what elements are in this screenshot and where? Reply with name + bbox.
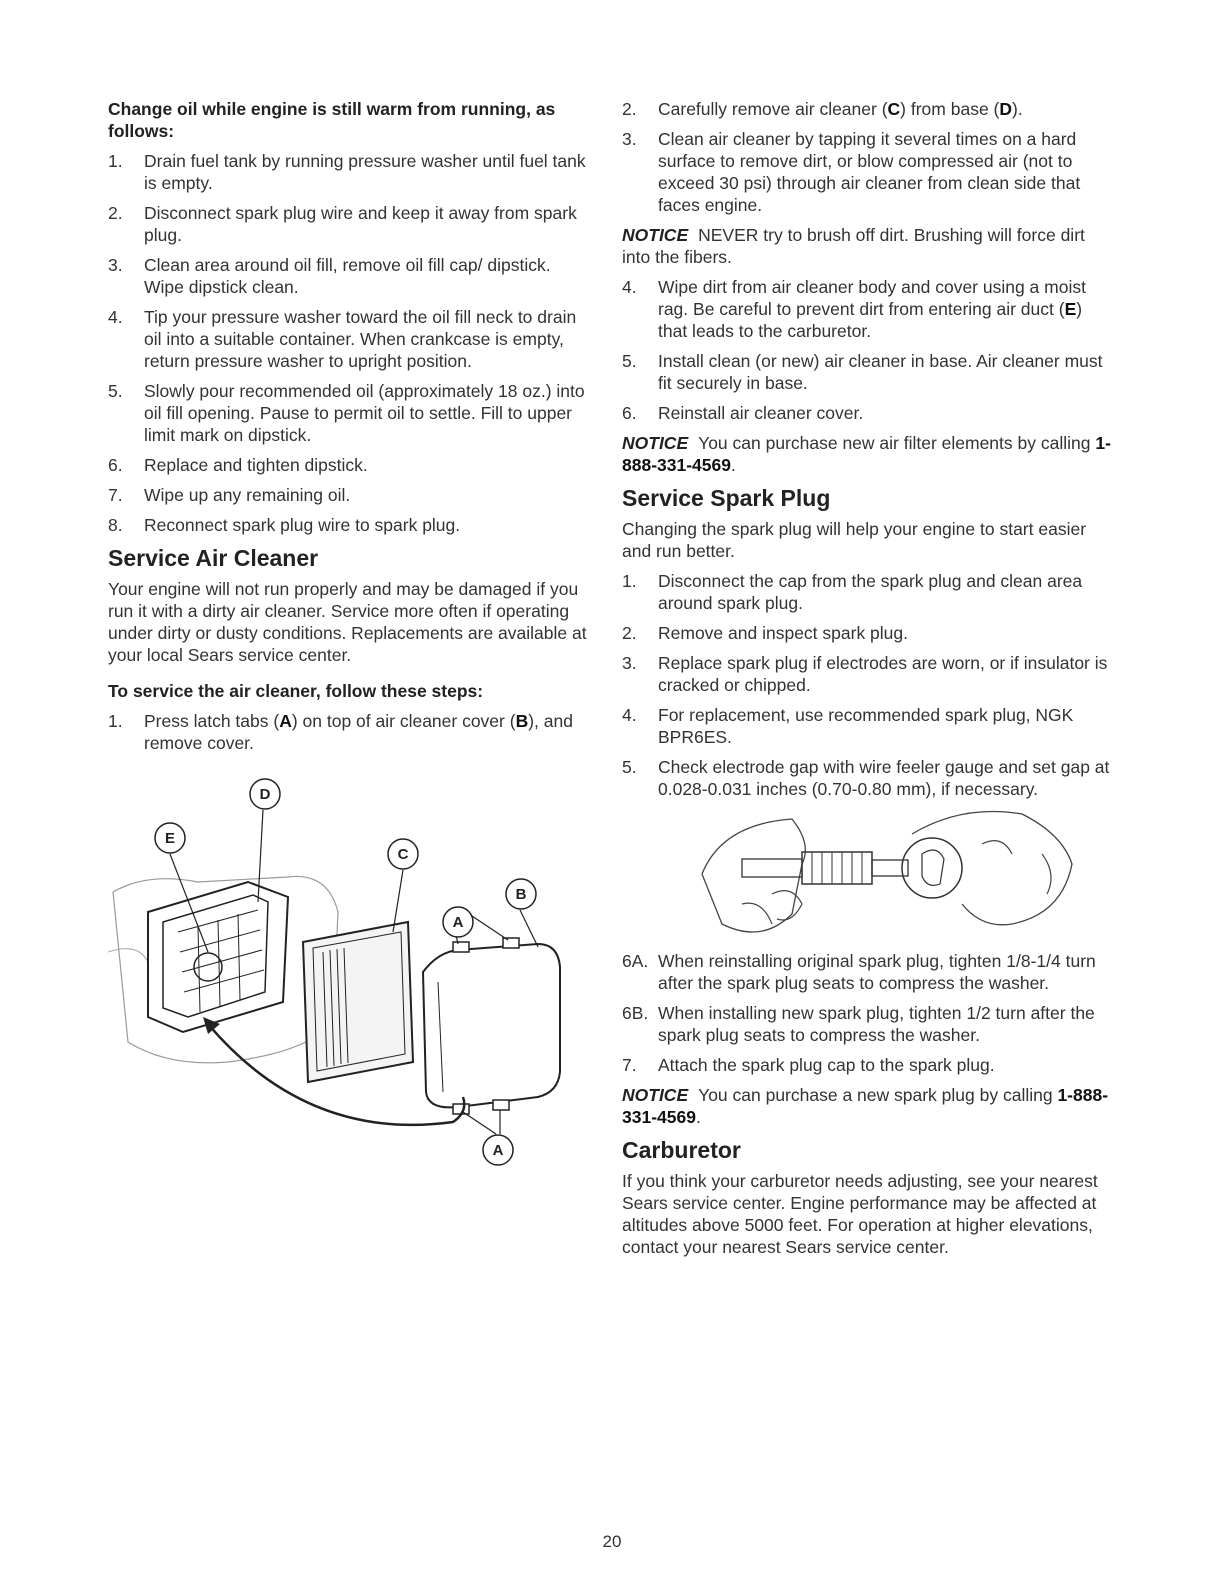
callout-a-top-label: A [452, 914, 464, 931]
callout-b-label: B [515, 886, 527, 903]
list-item: 1. Disconnect the cap from the spark plug and clean area around spark plug. [622, 571, 1083, 613]
spark-plug-intro: Changing the spark plug will help your engine to start easier and run better. [622, 519, 1087, 561]
air-cleaner-cover [423, 938, 560, 1114]
list-item: 5. Install clean (or new) air cleaner in base. Air cleaner must fit securely in base. [622, 351, 1103, 393]
hand-right-outline [912, 812, 1072, 925]
spark-plug-steps-continued [622, 950, 1112, 1076]
list-item: 1. Drain fuel tank by running pressure washer until fuel tank is empty. [108, 151, 586, 193]
left-column [108, 98, 590, 1182]
spark-plug-body [742, 852, 908, 884]
notice-spark-plug: NOTICE You can purchase a new spark plug by calling 1-888-331-4569. [622, 1085, 1109, 1127]
air-cleaner-element [303, 922, 413, 1082]
air-cleaner-intro: Your engine will not run properly and may be damaged if you run it with a dirty air cleaner. Service more often if operating under dirty or dusty conditions. Replacements are available at your local Sears service center. [108, 579, 587, 665]
right-column [622, 98, 1112, 1266]
spark-plug-steps [622, 570, 1112, 800]
oil-change-heading: Change oil while engine is still warm from running, as follows: [108, 99, 556, 141]
carburetor-title: Carburetor [622, 1137, 741, 1163]
list-item: 4. Wipe dirt from air cleaner body and cover using a moist rag. Be careful to prevent dirt from entering air duct (E) that leads to the carburetor. [622, 277, 1086, 341]
feeler-gauge [902, 838, 962, 898]
notice-air-filter: NOTICE You can purchase new air filter elements by calling 1-888-331-4569. [622, 433, 1111, 475]
list-item: 2. Carefully remove air cleaner (C) from base (D). [622, 99, 1023, 119]
list-item: 7. Wipe up any remaining oil. [108, 485, 351, 505]
callout-d-label: D [259, 786, 271, 803]
list-item: 4. Tip your pressure washer toward the oil fill neck to drain oil into a suitable container. When crankcase is empty, return pressure washer to upright position. [108, 307, 577, 371]
list-item: 6. Replace and tighten dipstick. [108, 455, 368, 475]
list-item: 8. Reconnect spark plug wire to spark plug. [108, 515, 461, 535]
list-item: 5. Slowly pour recommended oil (approximately 18 oz.) into oil fill opening. Pause to permit oil to settle. Fill to upper limit mark on dipstick. [108, 381, 585, 445]
callout-c-label: C [397, 846, 409, 863]
callout-a-bottom-label: A [492, 1142, 504, 1159]
hand-left-outline [702, 819, 805, 932]
air-cleaner-base [148, 882, 288, 1032]
spark-plug-figure [682, 804, 1102, 944]
list-item: 1. Press latch tabs (A) on top of air cleaner cover (B), and remove cover. [108, 711, 573, 753]
oil-change-steps [108, 150, 590, 536]
list-item: 3. Clean air cleaner by tapping it several times on a hard surface to remove dirt, or blow compressed air (not to exceed 30 psi) through air cleaner from clean side that faces engine. [622, 129, 1081, 215]
list-item: 5. Check electrode gap with wire feeler gauge and set gap at 0.028-0.031 inches (0.70-0.80 mm), if necessary. [622, 757, 1110, 799]
callout-e-label: E [164, 830, 176, 847]
list-item: 6B. When installing new spark plug, tighten 1/2 turn after the spark plug seats to compress the washer. [622, 1003, 1095, 1045]
page-number: 20 [602, 1532, 622, 1551]
air-cleaner-steps-heading: To service the air cleaner, follow these steps: [108, 681, 484, 701]
list-item: 2. Disconnect spark plug wire and keep it away from spark plug. [108, 203, 577, 245]
notice-brush: NOTICE NEVER try to brush off dirt. Brushing will force dirt into the fibers. [622, 225, 1085, 267]
list-item: 4. For replacement, use recommended spark plug, NGK BPR6ES. [622, 705, 1074, 747]
service-spark-plug-title: Service Spark Plug [622, 485, 831, 511]
service-air-cleaner-title: Service Air Cleaner [108, 545, 319, 571]
air-cleaner-steps [108, 710, 590, 754]
list-item: 3. Clean area around oil fill, remove oil fill cap/ dipstick. Wipe dipstick clean. [108, 255, 551, 297]
list-item: 7. Attach the spark plug cap to the spark plug. [622, 1055, 995, 1075]
list-item: 6. Reinstall air cleaner cover. [622, 403, 864, 423]
list-item: 3. Replace spark plug if electrodes are worn, or if insulator is cracked or chipped. [622, 653, 1108, 695]
air-cleaner-steps-continued-2 [622, 276, 1112, 424]
air-cleaner-figure [108, 762, 568, 1182]
list-item: 6A. When reinstalling original spark plug, tighten 1/8-1/4 turn after the spark plug seats to compress the washer. [622, 951, 1096, 993]
carburetor-text: If you think your carburetor needs adjusting, see your nearest Sears service center. Engine performance may be affected at altitudes above 5000 feet. For operation at higher elevations, contact your nearest Sears service center. [622, 1171, 1098, 1257]
list-item: 2. Remove and inspect spark plug. [622, 623, 908, 643]
air-cleaner-steps-continued [622, 98, 1112, 216]
